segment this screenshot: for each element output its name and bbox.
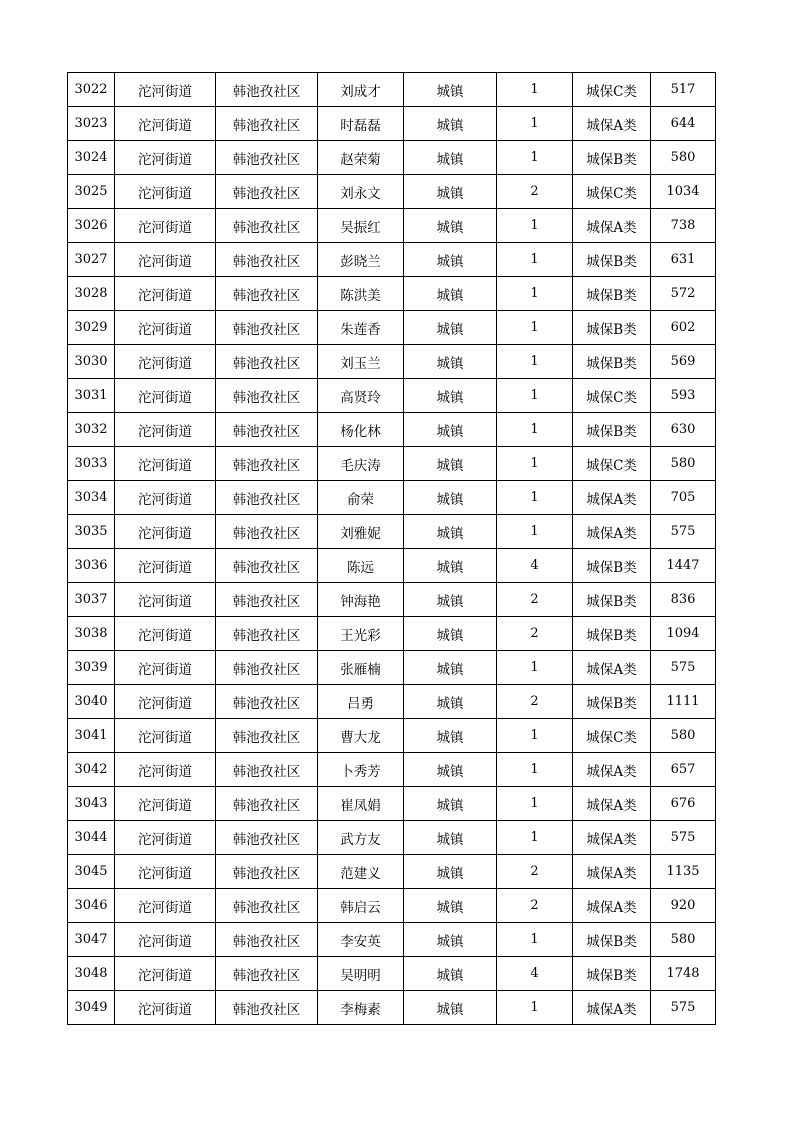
category-cell: 城保A类 — [573, 855, 651, 889]
household-size-cell: 1 — [497, 277, 573, 311]
record-number-cell: 3034 — [68, 481, 115, 515]
household-size-cell: 1 — [497, 447, 573, 481]
household-size-cell: 2 — [497, 889, 573, 923]
subdistrict-cell: 沱河街道 — [115, 141, 216, 175]
table-row — [68, 107, 716, 141]
name-cell: 俞荣 — [318, 481, 404, 515]
community-cell: 韩池孜社区 — [216, 583, 318, 617]
category-cell: 城保C类 — [573, 379, 651, 413]
amount-cell: 1094 — [651, 617, 716, 651]
household-size-cell: 1 — [497, 991, 573, 1025]
name-cell: 陈远 — [318, 549, 404, 583]
amount-cell: 705 — [651, 481, 716, 515]
record-number-cell: 3029 — [68, 311, 115, 345]
subdistrict-cell: 沱河街道 — [115, 617, 216, 651]
household-size-cell: 1 — [497, 719, 573, 753]
household-size-cell: 1 — [497, 651, 573, 685]
record-number-cell: 3033 — [68, 447, 115, 481]
table-row — [68, 991, 716, 1025]
household-size-cell: 1 — [497, 141, 573, 175]
household-size-cell: 2 — [497, 617, 573, 651]
category-cell: 城保A类 — [573, 107, 651, 141]
household-size-cell: 1 — [497, 787, 573, 821]
record-number-cell: 3049 — [68, 991, 115, 1025]
table-row — [68, 447, 716, 481]
amount-cell: 657 — [651, 753, 716, 787]
record-number-cell: 3024 — [68, 141, 115, 175]
community-cell: 韩池孜社区 — [216, 651, 318, 685]
name-cell: 吴明明 — [318, 957, 404, 991]
record-number-cell: 3047 — [68, 923, 115, 957]
table-row — [68, 243, 716, 277]
area-type-cell: 城镇 — [404, 141, 497, 175]
community-cell: 韩池孜社区 — [216, 957, 318, 991]
name-cell: 崔凤娟 — [318, 787, 404, 821]
name-cell: 陈洪美 — [318, 277, 404, 311]
name-cell: 刘永文 — [318, 175, 404, 209]
record-number-cell: 3044 — [68, 821, 115, 855]
area-type-cell: 城镇 — [404, 311, 497, 345]
category-cell: 城保A类 — [573, 209, 651, 243]
table-row — [68, 345, 716, 379]
subdistrict-cell: 沱河街道 — [115, 753, 216, 787]
amount-cell: 569 — [651, 345, 716, 379]
table-row — [68, 379, 716, 413]
category-cell: 城保B类 — [573, 243, 651, 277]
subdistrict-cell: 沱河街道 — [115, 73, 216, 107]
area-type-cell: 城镇 — [404, 923, 497, 957]
table-row — [68, 413, 716, 447]
amount-cell: 676 — [651, 787, 716, 821]
category-cell: 城保A类 — [573, 651, 651, 685]
community-cell: 韩池孜社区 — [216, 413, 318, 447]
table-row — [68, 175, 716, 209]
community-cell: 韩池孜社区 — [216, 821, 318, 855]
name-cell: 毛庆涛 — [318, 447, 404, 481]
community-cell: 韩池孜社区 — [216, 243, 318, 277]
name-cell: 杨化林 — [318, 413, 404, 447]
name-cell: 卜秀芳 — [318, 753, 404, 787]
table-row — [68, 515, 716, 549]
name-cell: 王光彩 — [318, 617, 404, 651]
area-type-cell: 城镇 — [404, 73, 497, 107]
amount-cell: 580 — [651, 141, 716, 175]
area-type-cell: 城镇 — [404, 617, 497, 651]
household-size-cell: 1 — [497, 243, 573, 277]
record-number-cell: 3036 — [68, 549, 115, 583]
amount-cell: 1034 — [651, 175, 716, 209]
category-cell: 城保B类 — [573, 141, 651, 175]
category-cell: 城保B类 — [573, 923, 651, 957]
table-row — [68, 889, 716, 923]
category-cell: 城保B类 — [573, 311, 651, 345]
area-type-cell: 城镇 — [404, 719, 497, 753]
table-row — [68, 583, 716, 617]
subdistrict-cell: 沱河街道 — [115, 481, 216, 515]
amount-cell: 1748 — [651, 957, 716, 991]
name-cell: 赵荣菊 — [318, 141, 404, 175]
record-number-cell: 3041 — [68, 719, 115, 753]
name-cell: 吴振红 — [318, 209, 404, 243]
area-type-cell: 城镇 — [404, 991, 497, 1025]
amount-cell: 517 — [651, 73, 716, 107]
community-cell: 韩池孜社区 — [216, 685, 318, 719]
community-cell: 韩池孜社区 — [216, 719, 318, 753]
area-type-cell: 城镇 — [404, 583, 497, 617]
name-cell: 韩启云 — [318, 889, 404, 923]
record-number-cell: 3026 — [68, 209, 115, 243]
subdistrict-cell: 沱河街道 — [115, 855, 216, 889]
amount-cell: 572 — [651, 277, 716, 311]
record-number-cell: 3046 — [68, 889, 115, 923]
amount-cell: 630 — [651, 413, 716, 447]
household-size-cell: 4 — [497, 549, 573, 583]
subdistrict-cell: 沱河街道 — [115, 787, 216, 821]
community-cell: 韩池孜社区 — [216, 787, 318, 821]
subdistrict-cell: 沱河街道 — [115, 549, 216, 583]
subdistrict-cell: 沱河街道 — [115, 107, 216, 141]
household-size-cell: 1 — [497, 107, 573, 141]
table-row — [68, 821, 716, 855]
amount-cell: 575 — [651, 515, 716, 549]
household-size-cell: 1 — [497, 311, 573, 345]
subdistrict-cell: 沱河街道 — [115, 277, 216, 311]
area-type-cell: 城镇 — [404, 107, 497, 141]
community-cell: 韩池孜社区 — [216, 311, 318, 345]
table-row — [68, 549, 716, 583]
area-type-cell: 城镇 — [404, 447, 497, 481]
category-cell: 城保C类 — [573, 447, 651, 481]
table-row — [68, 277, 716, 311]
community-cell: 韩池孜社区 — [216, 345, 318, 379]
name-cell: 刘玉兰 — [318, 345, 404, 379]
category-cell: 城保B类 — [573, 583, 651, 617]
area-type-cell: 城镇 — [404, 651, 497, 685]
household-size-cell: 1 — [497, 73, 573, 107]
table-row — [68, 617, 716, 651]
table-row — [68, 855, 716, 889]
household-size-cell: 2 — [497, 855, 573, 889]
table-row — [68, 311, 716, 345]
household-size-cell: 1 — [497, 379, 573, 413]
area-type-cell: 城镇 — [404, 753, 497, 787]
community-cell: 韩池孜社区 — [216, 889, 318, 923]
community-cell: 韩池孜社区 — [216, 447, 318, 481]
beneficiary-table — [67, 72, 716, 1025]
table-row — [68, 923, 716, 957]
area-type-cell: 城镇 — [404, 889, 497, 923]
category-cell: 城保A类 — [573, 889, 651, 923]
category-cell: 城保B类 — [573, 413, 651, 447]
household-size-cell: 1 — [497, 481, 573, 515]
record-number-cell: 3023 — [68, 107, 115, 141]
subdistrict-cell: 沱河街道 — [115, 583, 216, 617]
community-cell: 韩池孜社区 — [216, 753, 318, 787]
community-cell: 韩池孜社区 — [216, 73, 318, 107]
category-cell: 城保B类 — [573, 277, 651, 311]
area-type-cell: 城镇 — [404, 345, 497, 379]
subdistrict-cell: 沱河街道 — [115, 447, 216, 481]
household-size-cell: 1 — [497, 209, 573, 243]
community-cell: 韩池孜社区 — [216, 515, 318, 549]
name-cell: 吕勇 — [318, 685, 404, 719]
subdistrict-cell: 沱河街道 — [115, 651, 216, 685]
amount-cell: 738 — [651, 209, 716, 243]
community-cell: 韩池孜社区 — [216, 209, 318, 243]
household-size-cell: 2 — [497, 583, 573, 617]
subdistrict-cell: 沱河街道 — [115, 413, 216, 447]
category-cell: 城保A类 — [573, 787, 651, 821]
community-cell: 韩池孜社区 — [216, 141, 318, 175]
table-row — [68, 787, 716, 821]
area-type-cell: 城镇 — [404, 515, 497, 549]
household-size-cell: 2 — [497, 175, 573, 209]
category-cell: 城保B类 — [573, 617, 651, 651]
area-type-cell: 城镇 — [404, 549, 497, 583]
record-number-cell: 3028 — [68, 277, 115, 311]
table-row — [68, 141, 716, 175]
subdistrict-cell: 沱河街道 — [115, 311, 216, 345]
table-row — [68, 685, 716, 719]
category-cell: 城保C类 — [573, 719, 651, 753]
record-number-cell: 3040 — [68, 685, 115, 719]
name-cell: 李安英 — [318, 923, 404, 957]
record-number-cell: 3038 — [68, 617, 115, 651]
amount-cell: 575 — [651, 991, 716, 1025]
table-row — [68, 957, 716, 991]
table-row — [68, 481, 716, 515]
record-number-cell: 3032 — [68, 413, 115, 447]
amount-cell: 631 — [651, 243, 716, 277]
subdistrict-cell: 沱河街道 — [115, 957, 216, 991]
area-type-cell: 城镇 — [404, 175, 497, 209]
record-number-cell: 3048 — [68, 957, 115, 991]
name-cell: 高贤玲 — [318, 379, 404, 413]
name-cell: 时磊磊 — [318, 107, 404, 141]
name-cell: 李梅素 — [318, 991, 404, 1025]
category-cell: 城保A类 — [573, 991, 651, 1025]
category-cell: 城保B类 — [573, 345, 651, 379]
table-row — [68, 651, 716, 685]
record-number-cell: 3042 — [68, 753, 115, 787]
household-size-cell: 1 — [497, 821, 573, 855]
amount-cell: 575 — [651, 651, 716, 685]
category-cell: 城保A类 — [573, 481, 651, 515]
amount-cell: 602 — [651, 311, 716, 345]
record-number-cell: 3030 — [68, 345, 115, 379]
household-size-cell: 1 — [497, 753, 573, 787]
community-cell: 韩池孜社区 — [216, 549, 318, 583]
name-cell: 刘雅妮 — [318, 515, 404, 549]
category-cell: 城保B类 — [573, 685, 651, 719]
record-number-cell: 3043 — [68, 787, 115, 821]
amount-cell: 575 — [651, 821, 716, 855]
amount-cell: 580 — [651, 719, 716, 753]
name-cell: 曹大龙 — [318, 719, 404, 753]
household-size-cell: 1 — [497, 345, 573, 379]
record-number-cell: 3027 — [68, 243, 115, 277]
area-type-cell: 城镇 — [404, 855, 497, 889]
record-number-cell: 3039 — [68, 651, 115, 685]
area-type-cell: 城镇 — [404, 481, 497, 515]
name-cell: 范建义 — [318, 855, 404, 889]
subdistrict-cell: 沱河街道 — [115, 719, 216, 753]
subdistrict-cell: 沱河街道 — [115, 991, 216, 1025]
area-type-cell: 城镇 — [404, 209, 497, 243]
name-cell: 朱莲香 — [318, 311, 404, 345]
category-cell: 城保C类 — [573, 73, 651, 107]
amount-cell: 580 — [651, 447, 716, 481]
community-cell: 韩池孜社区 — [216, 617, 318, 651]
table-row — [68, 209, 716, 243]
subdistrict-cell: 沱河街道 — [115, 345, 216, 379]
category-cell: 城保B类 — [573, 957, 651, 991]
community-cell: 韩池孜社区 — [216, 175, 318, 209]
community-cell: 韩池孜社区 — [216, 277, 318, 311]
category-cell: 城保A类 — [573, 753, 651, 787]
area-type-cell: 城镇 — [404, 413, 497, 447]
household-size-cell: 2 — [497, 685, 573, 719]
community-cell: 韩池孜社区 — [216, 991, 318, 1025]
subdistrict-cell: 沱河街道 — [115, 209, 216, 243]
table-row — [68, 753, 716, 787]
name-cell: 刘成才 — [318, 73, 404, 107]
amount-cell: 836 — [651, 583, 716, 617]
record-number-cell: 3031 — [68, 379, 115, 413]
area-type-cell: 城镇 — [404, 243, 497, 277]
amount-cell: 644 — [651, 107, 716, 141]
household-size-cell: 4 — [497, 957, 573, 991]
record-number-cell: 3045 — [68, 855, 115, 889]
name-cell: 张雁楠 — [318, 651, 404, 685]
record-number-cell: 3037 — [68, 583, 115, 617]
category-cell: 城保B类 — [573, 549, 651, 583]
name-cell: 钟海艳 — [318, 583, 404, 617]
household-size-cell: 1 — [497, 923, 573, 957]
area-type-cell: 城镇 — [404, 787, 497, 821]
community-cell: 韩池孜社区 — [216, 481, 318, 515]
subdistrict-cell: 沱河街道 — [115, 821, 216, 855]
amount-cell: 920 — [651, 889, 716, 923]
table-row — [68, 73, 716, 107]
amount-cell: 580 — [651, 923, 716, 957]
subdistrict-cell: 沱河街道 — [115, 923, 216, 957]
subdistrict-cell: 沱河街道 — [115, 243, 216, 277]
area-type-cell: 城镇 — [404, 277, 497, 311]
area-type-cell: 城镇 — [404, 685, 497, 719]
subdistrict-cell: 沱河街道 — [115, 175, 216, 209]
community-cell: 韩池孜社区 — [216, 855, 318, 889]
household-size-cell: 1 — [497, 413, 573, 447]
subdistrict-cell: 沱河街道 — [115, 515, 216, 549]
subdistrict-cell: 沱河街道 — [115, 685, 216, 719]
community-cell: 韩池孜社区 — [216, 107, 318, 141]
name-cell: 彭晓兰 — [318, 243, 404, 277]
amount-cell: 1135 — [651, 855, 716, 889]
category-cell: 城保A类 — [573, 515, 651, 549]
area-type-cell: 城镇 — [404, 821, 497, 855]
table-body — [68, 73, 716, 1025]
table-row — [68, 719, 716, 753]
community-cell: 韩池孜社区 — [216, 379, 318, 413]
community-cell: 韩池孜社区 — [216, 923, 318, 957]
subdistrict-cell: 沱河街道 — [115, 889, 216, 923]
record-number-cell: 3022 — [68, 73, 115, 107]
record-number-cell: 3035 — [68, 515, 115, 549]
household-size-cell: 1 — [497, 515, 573, 549]
area-type-cell: 城镇 — [404, 957, 497, 991]
amount-cell: 1111 — [651, 685, 716, 719]
amount-cell: 593 — [651, 379, 716, 413]
area-type-cell: 城镇 — [404, 379, 497, 413]
name-cell: 武方友 — [318, 821, 404, 855]
category-cell: 城保A类 — [573, 821, 651, 855]
amount-cell: 1447 — [651, 549, 716, 583]
subdistrict-cell: 沱河街道 — [115, 379, 216, 413]
record-number-cell: 3025 — [68, 175, 115, 209]
category-cell: 城保C类 — [573, 175, 651, 209]
